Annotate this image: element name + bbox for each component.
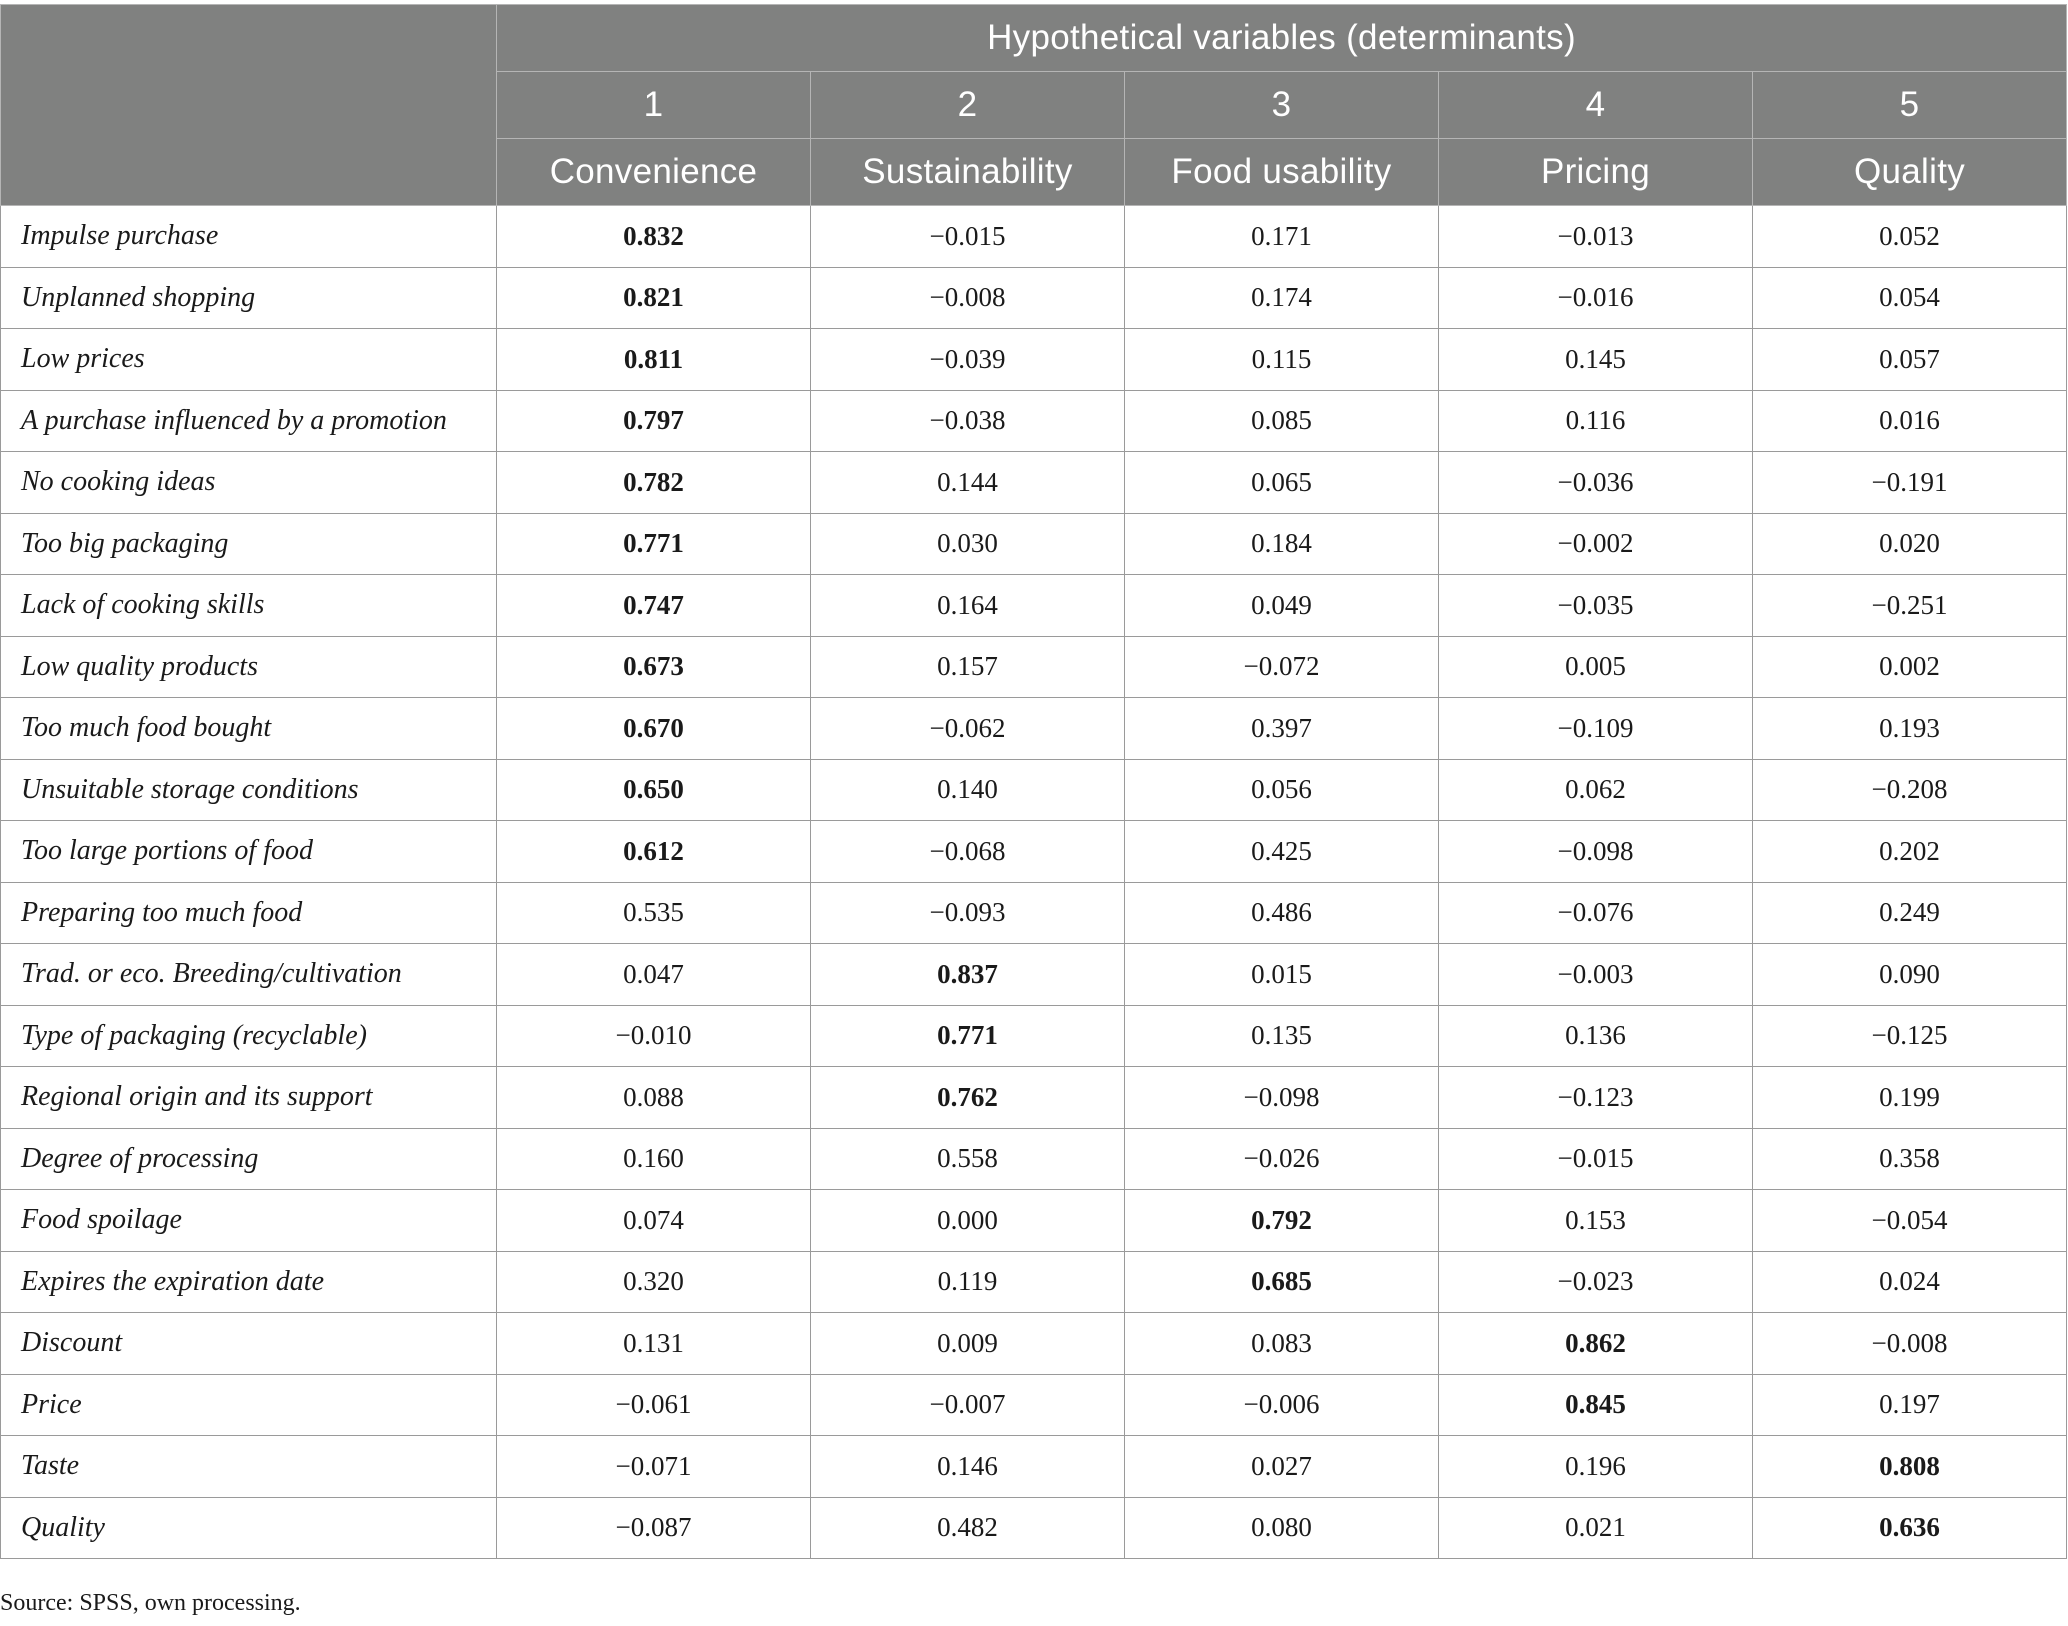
loading-cell: 0.320 bbox=[497, 1251, 811, 1313]
loading-cell: 0.184 bbox=[1125, 513, 1439, 575]
loading-cell: 0.535 bbox=[497, 882, 811, 944]
loading-cell: 0.862 bbox=[1439, 1313, 1753, 1375]
table-row bbox=[1, 1251, 2067, 1313]
loading-cell: −0.125 bbox=[1753, 1005, 2067, 1067]
loading-cell: 0.088 bbox=[497, 1067, 811, 1129]
source-note: Source: SPSS, own processing. bbox=[0, 1590, 301, 1616]
loading-cell: −0.008 bbox=[811, 267, 1125, 329]
loading-cell: 0.482 bbox=[811, 1497, 1125, 1559]
header-number-2: 2 bbox=[811, 72, 1125, 139]
table-row bbox=[1, 944, 2067, 1006]
loading-cell: −0.191 bbox=[1753, 452, 2067, 514]
row-label: Unplanned shopping bbox=[1, 267, 497, 329]
row-label: Lack of cooking skills bbox=[1, 575, 497, 637]
loading-cell: −0.006 bbox=[1125, 1374, 1439, 1436]
loading-cell: −0.061 bbox=[497, 1374, 811, 1436]
header-name-pricing: Pricing bbox=[1439, 139, 1753, 206]
table-row bbox=[1, 390, 2067, 452]
loading-cell: 0.090 bbox=[1753, 944, 2067, 1006]
row-label: Type of packaging (recyclable) bbox=[1, 1005, 497, 1067]
loading-cell: 0.673 bbox=[497, 636, 811, 698]
loading-cell: 0.197 bbox=[1753, 1374, 2067, 1436]
loading-cell: −0.087 bbox=[497, 1497, 811, 1559]
loading-cell: 0.140 bbox=[811, 759, 1125, 821]
row-label: Low quality products bbox=[1, 636, 497, 698]
loading-cell: 0.811 bbox=[497, 329, 811, 391]
loading-cell: 0.171 bbox=[1125, 206, 1439, 268]
loading-cell: 0.636 bbox=[1753, 1497, 2067, 1559]
loading-cell: 0.249 bbox=[1753, 882, 2067, 944]
loading-cell: 0.797 bbox=[497, 390, 811, 452]
loading-cell: 0.062 bbox=[1439, 759, 1753, 821]
loading-cell: 0.065 bbox=[1125, 452, 1439, 514]
table-row bbox=[1, 1374, 2067, 1436]
row-label: Price bbox=[1, 1374, 497, 1436]
loading-cell: 0.358 bbox=[1753, 1128, 2067, 1190]
table-row bbox=[1, 1497, 2067, 1559]
loading-cell: −0.072 bbox=[1125, 636, 1439, 698]
header-number-5: 5 bbox=[1753, 72, 2067, 139]
header-row-group bbox=[1, 5, 2067, 72]
loading-cell: 0.054 bbox=[1753, 267, 2067, 329]
loading-cell: 0.080 bbox=[1125, 1497, 1439, 1559]
loading-cell: 0.047 bbox=[497, 944, 811, 1006]
loading-cell: 0.747 bbox=[497, 575, 811, 637]
loading-cell: 0.650 bbox=[497, 759, 811, 821]
header-number-4: 4 bbox=[1439, 72, 1753, 139]
header-name-quality: Quality bbox=[1753, 139, 2067, 206]
row-label: Preparing too much food bbox=[1, 882, 497, 944]
loading-cell: 0.821 bbox=[497, 267, 811, 329]
loading-cell: 0.145 bbox=[1439, 329, 1753, 391]
loading-cell: 0.020 bbox=[1753, 513, 2067, 575]
table-row bbox=[1, 882, 2067, 944]
table-row bbox=[1, 1436, 2067, 1498]
loading-cell: −0.023 bbox=[1439, 1251, 1753, 1313]
loading-cell: −0.007 bbox=[811, 1374, 1125, 1436]
loading-cell: 0.002 bbox=[1753, 636, 2067, 698]
factor-loadings-table-container bbox=[0, 4, 2066, 1559]
row-label: Unsuitable storage conditions bbox=[1, 759, 497, 821]
loading-cell: 0.397 bbox=[1125, 698, 1439, 760]
factor-loadings-table bbox=[0, 4, 2067, 1559]
header-name-food-usability: Food usability bbox=[1125, 139, 1439, 206]
table-row bbox=[1, 206, 2067, 268]
loading-cell: 0.015 bbox=[1125, 944, 1439, 1006]
loading-cell: −0.109 bbox=[1439, 698, 1753, 760]
loading-cell: 0.146 bbox=[811, 1436, 1125, 1498]
loading-cell: 0.030 bbox=[811, 513, 1125, 575]
loading-cell: −0.123 bbox=[1439, 1067, 1753, 1129]
loading-cell: 0.782 bbox=[497, 452, 811, 514]
loading-cell: −0.036 bbox=[1439, 452, 1753, 514]
row-label: Quality bbox=[1, 1497, 497, 1559]
loading-cell: −0.015 bbox=[811, 206, 1125, 268]
loading-cell: 0.024 bbox=[1753, 1251, 2067, 1313]
row-label: Too big packaging bbox=[1, 513, 497, 575]
loading-cell: 0.771 bbox=[497, 513, 811, 575]
loading-cell: 0.202 bbox=[1753, 821, 2067, 883]
loading-cell: 0.000 bbox=[811, 1190, 1125, 1252]
loading-cell: 0.005 bbox=[1439, 636, 1753, 698]
loading-cell: −0.071 bbox=[497, 1436, 811, 1498]
row-label: Impulse purchase bbox=[1, 206, 497, 268]
table-row bbox=[1, 513, 2067, 575]
row-label: A purchase influenced by a promotion bbox=[1, 390, 497, 452]
table-row bbox=[1, 636, 2067, 698]
loading-cell: 0.157 bbox=[811, 636, 1125, 698]
table-row bbox=[1, 575, 2067, 637]
row-label: Discount bbox=[1, 1313, 497, 1375]
loading-cell: −0.013 bbox=[1439, 206, 1753, 268]
table-row bbox=[1, 1128, 2067, 1190]
header-number-3: 3 bbox=[1125, 72, 1439, 139]
loading-cell: 0.837 bbox=[811, 944, 1125, 1006]
table-row bbox=[1, 1190, 2067, 1252]
row-label: Degree of processing bbox=[1, 1128, 497, 1190]
loading-cell: 0.174 bbox=[1125, 267, 1439, 329]
table-body bbox=[1, 206, 2067, 1559]
loading-cell: 0.196 bbox=[1439, 1436, 1753, 1498]
loading-cell: 0.762 bbox=[811, 1067, 1125, 1129]
row-label: Expires the expiration date bbox=[1, 1251, 497, 1313]
loading-cell: 0.135 bbox=[1125, 1005, 1439, 1067]
loading-cell: 0.685 bbox=[1125, 1251, 1439, 1313]
loading-cell: 0.160 bbox=[497, 1128, 811, 1190]
loading-cell: 0.083 bbox=[1125, 1313, 1439, 1375]
table-row bbox=[1, 759, 2067, 821]
loading-cell: 0.056 bbox=[1125, 759, 1439, 821]
loading-cell: 0.052 bbox=[1753, 206, 2067, 268]
loading-cell: 0.808 bbox=[1753, 1436, 2067, 1498]
header-number-1: 1 bbox=[497, 72, 811, 139]
loading-cell: 0.057 bbox=[1753, 329, 2067, 391]
row-label: Too large portions of food bbox=[1, 821, 497, 883]
loading-cell: 0.832 bbox=[497, 206, 811, 268]
loading-cell: 0.115 bbox=[1125, 329, 1439, 391]
loading-cell: 0.136 bbox=[1439, 1005, 1753, 1067]
loading-cell: 0.016 bbox=[1753, 390, 2067, 452]
loading-cell: 0.612 bbox=[497, 821, 811, 883]
loading-cell: 0.792 bbox=[1125, 1190, 1439, 1252]
loading-cell: 0.027 bbox=[1125, 1436, 1439, 1498]
row-label: Too much food bought bbox=[1, 698, 497, 760]
loading-cell: −0.003 bbox=[1439, 944, 1753, 1006]
loading-cell: 0.670 bbox=[497, 698, 811, 760]
loading-cell: −0.010 bbox=[497, 1005, 811, 1067]
loading-cell: 0.771 bbox=[811, 1005, 1125, 1067]
row-label: Food spoilage bbox=[1, 1190, 497, 1252]
loading-cell: −0.076 bbox=[1439, 882, 1753, 944]
loading-cell: 0.153 bbox=[1439, 1190, 1753, 1252]
loading-cell: −0.093 bbox=[811, 882, 1125, 944]
loading-cell: 0.009 bbox=[811, 1313, 1125, 1375]
loading-cell: −0.008 bbox=[1753, 1313, 2067, 1375]
row-label: No cooking ideas bbox=[1, 452, 497, 514]
loading-cell: 0.193 bbox=[1753, 698, 2067, 760]
loading-cell: 0.558 bbox=[811, 1128, 1125, 1190]
loading-cell: −0.054 bbox=[1753, 1190, 2067, 1252]
loading-cell: 0.116 bbox=[1439, 390, 1753, 452]
loading-cell: −0.098 bbox=[1439, 821, 1753, 883]
row-label: Trad. or eco. Breeding/cultivation bbox=[1, 944, 497, 1006]
loading-cell: −0.002 bbox=[1439, 513, 1753, 575]
table-row bbox=[1, 329, 2067, 391]
table-row bbox=[1, 1067, 2067, 1129]
loading-cell: 0.425 bbox=[1125, 821, 1439, 883]
loading-cell: −0.026 bbox=[1125, 1128, 1439, 1190]
row-label: Regional origin and its support bbox=[1, 1067, 497, 1129]
table-row bbox=[1, 821, 2067, 883]
loading-cell: −0.039 bbox=[811, 329, 1125, 391]
row-label: Taste bbox=[1, 1436, 497, 1498]
loading-cell: −0.015 bbox=[1439, 1128, 1753, 1190]
table-row bbox=[1, 452, 2067, 514]
loading-cell: −0.098 bbox=[1125, 1067, 1439, 1129]
loading-cell: 0.021 bbox=[1439, 1497, 1753, 1559]
header-name-sustainability: Sustainability bbox=[811, 139, 1125, 206]
table-row bbox=[1, 267, 2067, 329]
table-row bbox=[1, 1005, 2067, 1067]
row-label: Low prices bbox=[1, 329, 497, 391]
loading-cell: 0.144 bbox=[811, 452, 1125, 514]
header-corner-cell bbox=[1, 5, 497, 206]
loading-cell: −0.251 bbox=[1753, 575, 2067, 637]
loading-cell: 0.131 bbox=[497, 1313, 811, 1375]
loading-cell: 0.486 bbox=[1125, 882, 1439, 944]
loading-cell: −0.068 bbox=[811, 821, 1125, 883]
loading-cell: 0.199 bbox=[1753, 1067, 2067, 1129]
loading-cell: −0.208 bbox=[1753, 759, 2067, 821]
loading-cell: 0.119 bbox=[811, 1251, 1125, 1313]
loading-cell: 0.164 bbox=[811, 575, 1125, 637]
header-name-convenience: Convenience bbox=[497, 139, 811, 206]
loading-cell: 0.845 bbox=[1439, 1374, 1753, 1436]
loading-cell: 0.049 bbox=[1125, 575, 1439, 637]
table-row bbox=[1, 1313, 2067, 1375]
loading-cell: −0.016 bbox=[1439, 267, 1753, 329]
loading-cell: −0.035 bbox=[1439, 575, 1753, 637]
table-header bbox=[1, 5, 2067, 206]
loading-cell: 0.074 bbox=[497, 1190, 811, 1252]
loading-cell: 0.085 bbox=[1125, 390, 1439, 452]
loading-cell: −0.038 bbox=[811, 390, 1125, 452]
table-row bbox=[1, 698, 2067, 760]
header-group-title: Hypothetical variables (determinants) bbox=[497, 5, 2067, 72]
loading-cell: −0.062 bbox=[811, 698, 1125, 760]
